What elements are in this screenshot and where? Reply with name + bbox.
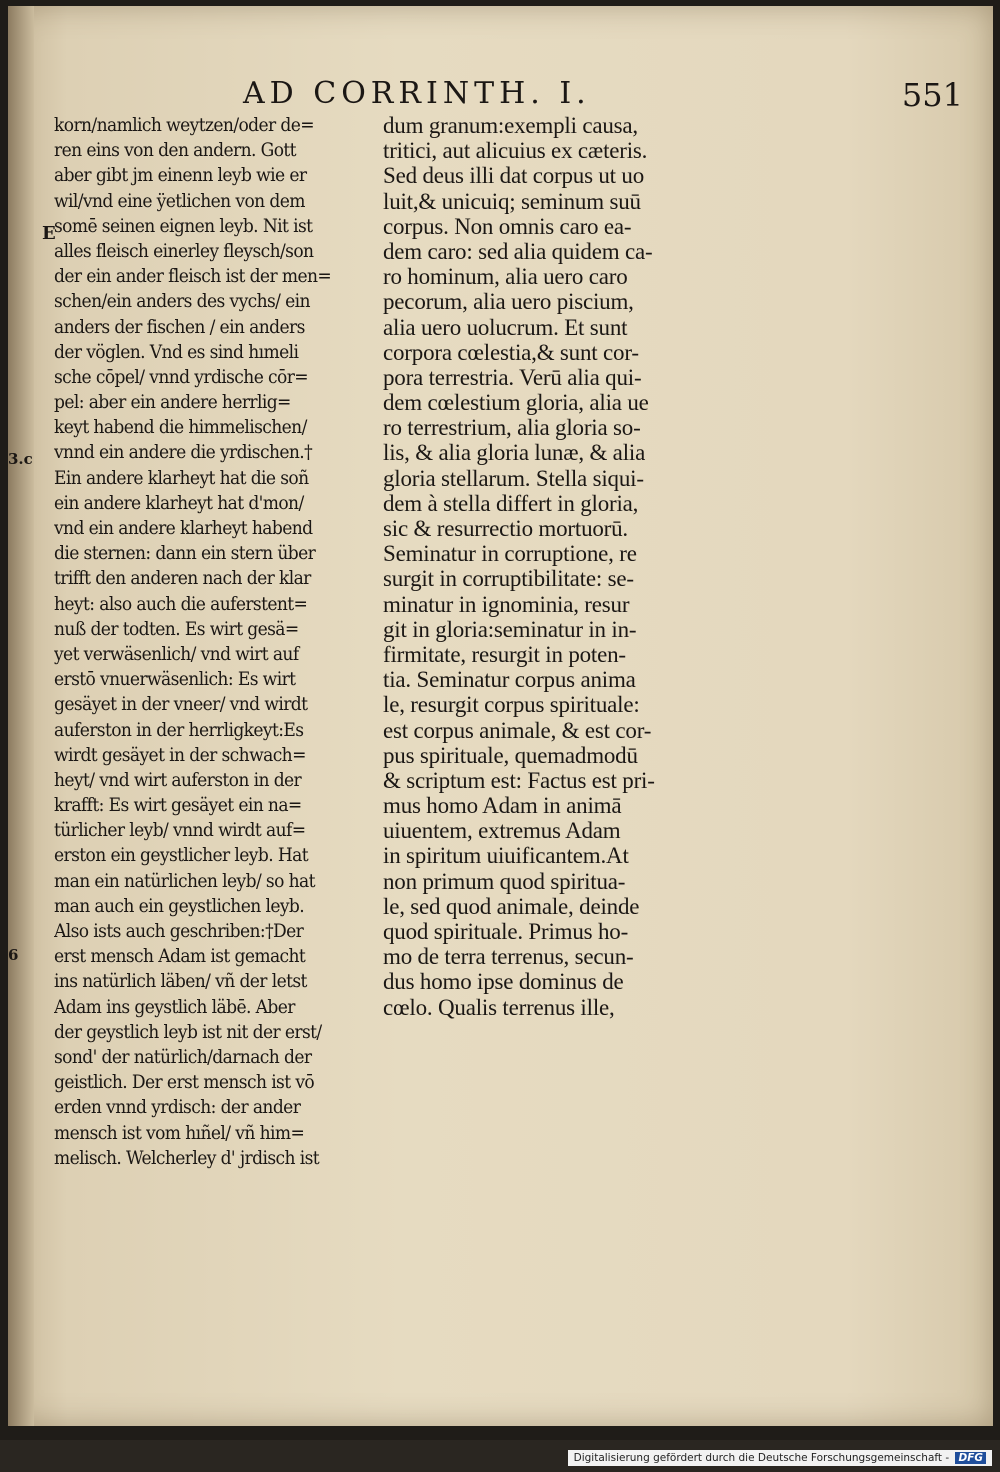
latin-text-line: in spiritum uiuificantem.At (383, 843, 629, 869)
german-text-line: keyt habend die himmelischen/ (54, 416, 307, 439)
running-head: AD CORRINTH. I. (243, 76, 591, 111)
german-text-line: krafft: Es wirt gesäyet ein na= (54, 794, 302, 817)
german-text-line: der geystlich leyb ist nit der erst/ (54, 1020, 322, 1043)
margin-mark-6: 6 (8, 946, 19, 964)
german-text-line: erden vnnd yrdisch: der ander (54, 1096, 301, 1119)
latin-text-column (383, 113, 718, 1020)
latin-text-line: dus homo ipse dominus de (383, 969, 624, 995)
german-text-line: auferston in der herrligkeyt:Es (54, 718, 304, 741)
latin-text-line: cœlo. Qualis terrenus ille, (383, 994, 615, 1020)
latin-text-line: lis, & alia gloria lunæ, & alia (383, 440, 646, 466)
german-text-line: pel: aber ein andere herrlig= (54, 391, 291, 414)
german-text-line: erst mensch Adam ist gemacht (54, 945, 306, 968)
margin-mark-3c: 3.c (8, 450, 33, 468)
german-text-line: ins natürlich läben/ vñ der letst (54, 970, 307, 993)
latin-text-line: minatur in ignominia, resur (383, 591, 630, 617)
latin-text-line: firmitate, resurgit in poten- (383, 641, 626, 667)
latin-text-line: pus spirituale, quemadmodū (383, 742, 638, 768)
german-text-line: man ein natürlichen leyb/ so hat (54, 869, 315, 892)
german-text-line: geistlich. Der erst mensch ist vō (54, 1071, 315, 1094)
german-text-line: trifft den anderen nach der klar (54, 567, 311, 590)
german-text-line: korn/namlich weytzen/oder de= (54, 114, 315, 136)
latin-text-line: dem à stella differt in gloria, (383, 490, 639, 516)
latin-text-line: tia. Seminatur corpus anima (383, 667, 636, 693)
german-text-line: nuß der todten. Es wirt gesä= (54, 617, 299, 640)
german-text-line: vnnd ein andere die yrdischen.† (54, 441, 313, 464)
latin-text-line: Sed deus illi dat corpus ut uo (383, 163, 645, 189)
german-text-line: gesäyet in der vneer/ vnd wirdt (54, 693, 308, 716)
latin-text-line: mo de terra terrenus, secun- (383, 944, 634, 970)
latin-text-line: git in gloria:seminatur in in- (383, 616, 637, 642)
latin-text-line: gloria stellarum. Stella siqui- (383, 465, 644, 491)
margin-mark-e: E (42, 223, 56, 244)
german-text-line: Also ists auch geschriben:†Der (54, 920, 304, 942)
latin-text-line: le, resurgit corpus spirituale: (383, 692, 640, 718)
german-text-line: vnd ein andere klarheyt habend (54, 517, 313, 539)
latin-text-line: & scriptum est: Factus est pri- (383, 767, 655, 793)
german-text-line: somē seinen eignen leyb. Nit ist (54, 214, 313, 237)
latin-text-line: Seminatur in corruptione, re (383, 541, 637, 567)
latin-text-line: le, sed quod animale, deinde (383, 893, 640, 919)
german-text-line: der ein ander fleisch ist der men= (54, 265, 332, 288)
german-text-line: mensch ist vom hıñel/ vñ him= (54, 1121, 305, 1144)
latin-text-line: non primum quod spiritua- (383, 868, 626, 894)
german-text-line: die sternen: dann ein stern über (54, 542, 316, 565)
german-text-line: aber gibt jm einenn leyb wie er (54, 164, 307, 187)
page-header (243, 76, 963, 116)
german-text-line: ren eins von den andern. Gott (54, 139, 296, 162)
german-text-line: ein andere klarheyt hat d'mon/ (54, 491, 304, 514)
latin-text-line: ro hominum, alia uero caro (383, 264, 628, 290)
latin-text-line: pora terrestria. Verū alia qui- (383, 364, 642, 390)
book-page (8, 6, 993, 1426)
folio-number: 551 (901, 76, 963, 114)
latin-text-line: ro terrestrium, alia gloria so- (383, 415, 641, 441)
latin-text-line: est corpus animale, & est cor- (383, 717, 652, 743)
page-gutter-shadow (8, 6, 34, 1426)
latin-text-line: pecorum, alia uero piscium, (383, 289, 634, 315)
credit-text: Digitalisierung gefördert durch die Deutsche Forschungsgemeinschaft - (573, 1452, 950, 1464)
german-text-line: melisch. Welcherley d' jrdisch ist (54, 1146, 319, 1169)
latin-text-line: alia uero uolucrum. Et sunt (383, 314, 628, 340)
german-text-line: alles fleisch einerley fleysch/son (54, 239, 314, 262)
german-text-column (54, 113, 374, 1171)
latin-text-line: uiuentem, extremus Adam (383, 818, 621, 844)
latin-text-line: tritici, aut alicuius ex cæteris. (383, 138, 648, 164)
german-text-line: yet verwäsenlich/ vnd wirt auf (54, 642, 299, 665)
digitization-credit (568, 1450, 992, 1466)
german-text-line: der vöglen. Vnd es sind hımeli (54, 340, 299, 363)
dfg-logo: DFG (955, 1452, 986, 1464)
german-text-line: erston ein geystlicher leyb. Hat (54, 844, 309, 867)
german-text-line: wil/vnd eine ÿetlichen von dem (54, 189, 305, 212)
german-text-line: Ein andere klarheyt hat die soñ (54, 466, 309, 489)
german-text-line: Adam ins geystlich läbē. Aber (54, 995, 295, 1018)
latin-text-line: dem cœlestium gloria, alia ue (383, 390, 649, 416)
german-text-line: heyt: also auch die auferstent= (54, 592, 308, 615)
latin-text-line: luit,& unicuiq; seminum suū (383, 188, 641, 214)
german-text-line: erstō vnuerwäsenlich: Es wirt (54, 668, 296, 691)
latin-text-line: surgit in corruptibilitate: se- (383, 566, 634, 592)
german-text-line: sche cōpel/ vnnd yrdische cōr= (54, 365, 308, 388)
latin-text-line: dum granum:exempli causa, (383, 113, 638, 138)
german-text-line: wirdt gesäyet in der schwach= (54, 743, 306, 766)
latin-text-line: sic & resurrectio mortuorū. (383, 516, 628, 541)
latin-text-line: quod spirituale. Primus ho- (383, 919, 629, 944)
latin-text-line: corpus. Non omnis caro ea- (383, 213, 632, 239)
german-text-line: anders der fischen / ein anders (54, 315, 305, 338)
german-text-line: türlicher leyb/ vnnd wirdt auf= (54, 819, 306, 842)
german-text-line: sond' der natürlich/darnach der (54, 1045, 312, 1068)
german-text-line: man auch ein geystlichen leyb. (54, 894, 305, 917)
latin-text-line: corpora cœlestia,& sunt cor- (383, 339, 639, 365)
latin-text-line: mus homo Adam in animā (383, 793, 622, 819)
german-text-line: heyt/ vnd wirt auferston in der (54, 768, 302, 791)
german-text-line: schen/ein anders des vychs/ ein (54, 290, 310, 313)
latin-text-line: dem caro: sed alia quidem ca- (383, 238, 653, 264)
